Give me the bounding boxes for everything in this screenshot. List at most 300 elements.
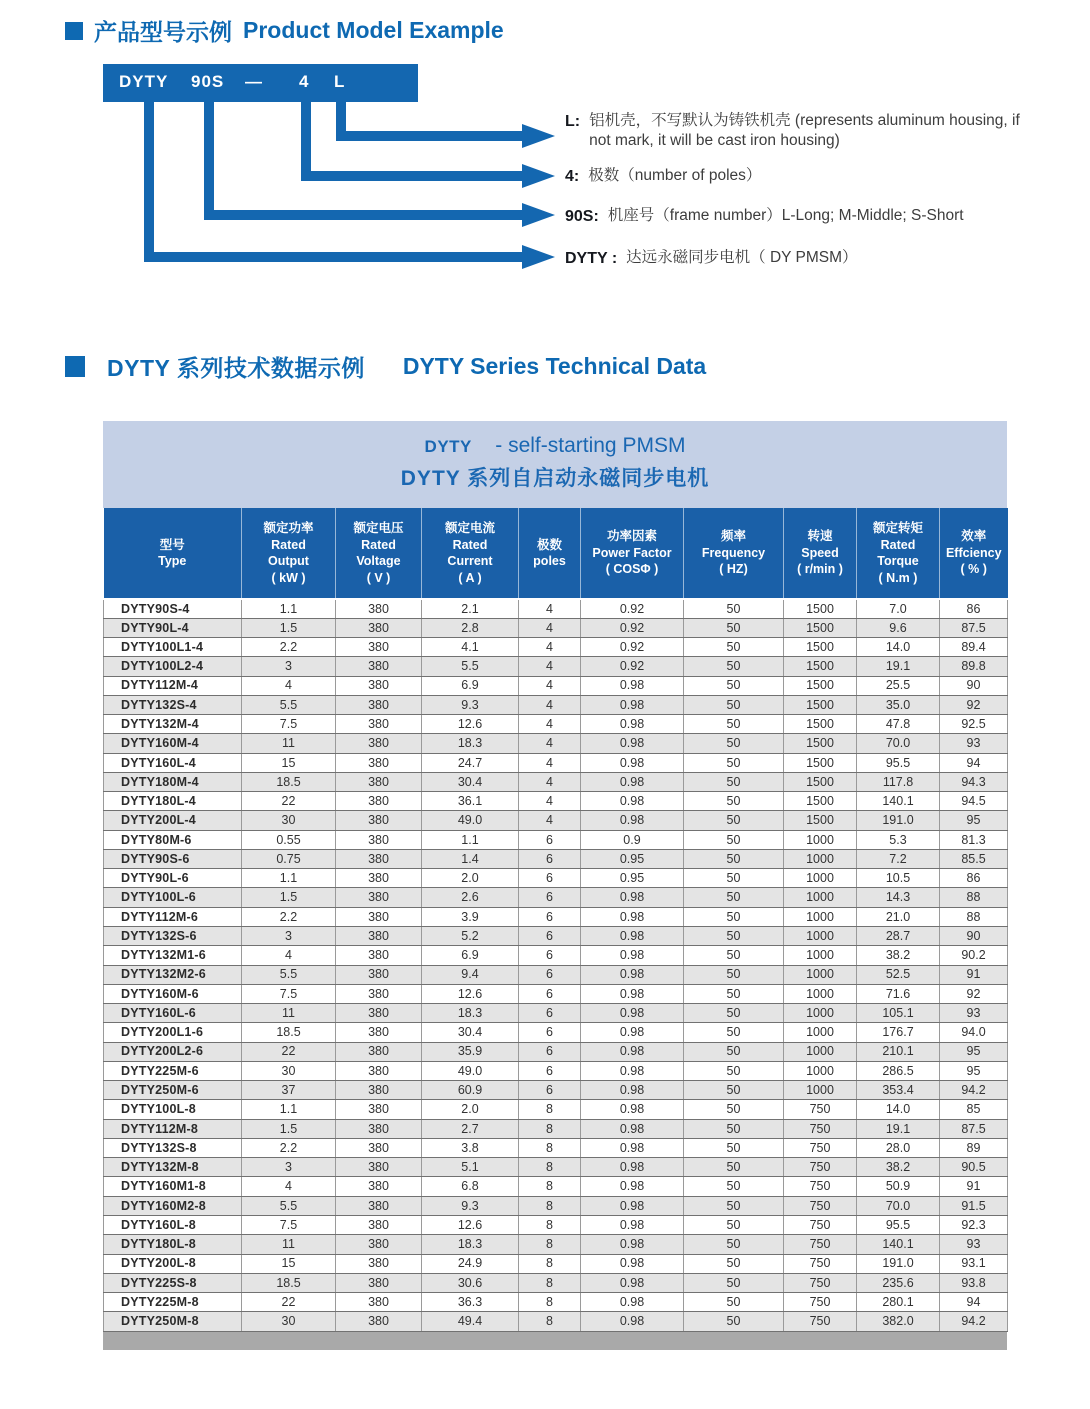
- cell-value: 0.98: [581, 695, 684, 714]
- table-row: [104, 1119, 1008, 1138]
- table-row: [104, 772, 1008, 791]
- cell-value: 11: [242, 1235, 336, 1254]
- model-part-dash: —: [245, 72, 263, 91]
- cell-value: 380: [336, 695, 422, 714]
- cell-value: 750: [784, 1273, 857, 1292]
- cell-value: 1.1: [242, 869, 336, 888]
- column-header-3: 额定电流 Rated Current ( A ): [422, 508, 519, 599]
- cell-value: 50: [684, 1119, 784, 1138]
- cell-value: 0.9: [581, 830, 684, 849]
- cell-value: 0.98: [581, 946, 684, 965]
- table-header: [104, 508, 1008, 599]
- cell-value: 4.1: [422, 638, 519, 657]
- cell-value: 18.5: [242, 1273, 336, 1292]
- annotation-key: 90S:: [565, 208, 599, 225]
- annotation-body: 铝机壳，不写默认为铸铁机壳 (represents aluminum housing, if not mark, it will be cast iron housing): [589, 112, 1020, 150]
- cell-model: DYTY200L-8: [104, 1254, 242, 1273]
- cell-value: 49.0: [422, 1061, 519, 1080]
- cell-value: 1000: [784, 1081, 857, 1100]
- cell-value: 1000: [784, 830, 857, 849]
- table-title-line2: DYTY 系列自启动永磁同步电机: [400, 467, 710, 490]
- cell-value: 37: [242, 1081, 336, 1100]
- cell-value: 5.1: [422, 1158, 519, 1177]
- connector-run-dyty: [144, 252, 523, 262]
- cell-value: 4: [519, 734, 581, 753]
- table-row: [104, 1081, 1008, 1100]
- annotation-series: [565, 248, 1035, 269]
- cell-value: 750: [784, 1293, 857, 1312]
- column-header-4: 极数 poles: [519, 508, 581, 599]
- cell-value: 92.3: [940, 1216, 1008, 1235]
- cell-value: 49.4: [422, 1312, 519, 1331]
- table-row: [104, 869, 1008, 888]
- cell-value: 4: [519, 695, 581, 714]
- cell-value: 60.9: [422, 1081, 519, 1100]
- cell-value: 4: [242, 1177, 336, 1196]
- cell-value: 50: [684, 1196, 784, 1215]
- column-header-1: 额定功率 Rated Output ( kW ): [242, 508, 336, 599]
- cell-value: 1000: [784, 1061, 857, 1080]
- cell-value: 380: [336, 984, 422, 1003]
- cell-value: 750: [784, 1100, 857, 1119]
- cell-value: 1000: [784, 946, 857, 965]
- cell-model: DYTY90S-6: [104, 849, 242, 868]
- table-row: [104, 1158, 1008, 1177]
- cell-value: 2.8: [422, 618, 519, 637]
- cell-value: 19.1: [857, 657, 940, 676]
- table-row: [104, 1004, 1008, 1023]
- cell-value: 1000: [784, 907, 857, 926]
- annotation-body: 极数（number of poles）: [588, 167, 762, 184]
- cell-model: DYTY160M-4: [104, 734, 242, 753]
- cell-value: 28.0: [857, 1138, 940, 1157]
- cell-value: 2.2: [242, 1138, 336, 1157]
- table-row: [104, 849, 1008, 868]
- cell-value: 3.8: [422, 1138, 519, 1157]
- cell-value: 6: [519, 1042, 581, 1061]
- cell-value: 1000: [784, 869, 857, 888]
- cell-value: 210.1: [857, 1042, 940, 1061]
- annotation-poles: [565, 166, 1035, 187]
- cell-model: DYTY225M-8: [104, 1293, 242, 1312]
- connector-run-90s: [204, 210, 523, 220]
- annotation-frame: [565, 206, 1035, 227]
- heading-bullet-square: [65, 22, 83, 40]
- cell-value: 91: [940, 1177, 1008, 1196]
- cell-value: 0.98: [581, 1081, 684, 1100]
- cell-value: 8: [519, 1312, 581, 1331]
- table-title-rest: - self-starting PMSM: [495, 434, 686, 457]
- cell-value: 8: [519, 1100, 581, 1119]
- cell-value: 0.98: [581, 1312, 684, 1331]
- arrow-right-icon: [522, 245, 555, 269]
- cell-value: 3.9: [422, 907, 519, 926]
- model-part-frame: 90S: [191, 72, 225, 91]
- cell-model: DYTY132S-8: [104, 1138, 242, 1157]
- cell-value: 6: [519, 1004, 581, 1023]
- table-row: [104, 830, 1008, 849]
- column-header-2: 额定电压 Rated Voltage ( V ): [336, 508, 422, 599]
- connector-stem-dyty: [144, 100, 154, 262]
- cell-value: 50: [684, 1004, 784, 1023]
- cell-value: 8: [519, 1119, 581, 1138]
- cell-model: DYTY112M-4: [104, 676, 242, 695]
- cell-value: 380: [336, 1158, 422, 1177]
- cell-value: 24.9: [422, 1254, 519, 1273]
- cell-value: 750: [784, 1312, 857, 1331]
- cell-value: 8: [519, 1177, 581, 1196]
- column-header-0: 型号 Type: [104, 508, 242, 599]
- cell-value: 87.5: [940, 1119, 1008, 1138]
- cell-value: 6: [519, 946, 581, 965]
- cell-value: 18.5: [242, 772, 336, 791]
- cell-model: DYTY90L-6: [104, 869, 242, 888]
- cell-value: 4: [519, 618, 581, 637]
- cell-value: 35.9: [422, 1042, 519, 1061]
- cell-model: DYTY80M-6: [104, 830, 242, 849]
- cell-value: 1000: [784, 849, 857, 868]
- cell-value: 50: [684, 599, 784, 618]
- cell-value: 91.5: [940, 1196, 1008, 1215]
- cell-value: 380: [336, 1100, 422, 1119]
- connector-run-4: [301, 171, 523, 181]
- table-row: [104, 1273, 1008, 1292]
- cell-value: 24.7: [422, 753, 519, 772]
- cell-value: 140.1: [857, 1235, 940, 1254]
- cell-value: 50: [684, 792, 784, 811]
- cell-value: 0.98: [581, 1273, 684, 1292]
- cell-value: 22: [242, 792, 336, 811]
- cell-value: 50: [684, 618, 784, 637]
- cell-value: 750: [784, 1196, 857, 1215]
- cell-value: 90.2: [940, 946, 1008, 965]
- cell-value: 50: [684, 888, 784, 907]
- model-code-box: [103, 64, 418, 102]
- cell-value: 6: [519, 1061, 581, 1080]
- section1-heading-zh: 产品型号示例: [94, 19, 232, 45]
- section2-heading-zh: DYTY 系列技术数据示例: [107, 355, 365, 381]
- table-row: [104, 1312, 1008, 1331]
- cell-value: 93.1: [940, 1254, 1008, 1273]
- cell-value: 93.8: [940, 1273, 1008, 1292]
- cell-value: 1500: [784, 772, 857, 791]
- cell-value: 2.0: [422, 869, 519, 888]
- cell-value: 47.8: [857, 715, 940, 734]
- table-title-band: [103, 421, 1007, 508]
- cell-value: 380: [336, 830, 422, 849]
- column-header-5: 功率因素 Power Factor ( COSΦ ): [581, 508, 684, 599]
- cell-model: DYTY160L-4: [104, 753, 242, 772]
- cell-model: DYTY200L-4: [104, 811, 242, 830]
- cell-value: 50: [684, 965, 784, 984]
- cell-value: 380: [336, 927, 422, 946]
- heading-bullet-square: [65, 356, 85, 377]
- cell-value: 1.1: [242, 599, 336, 618]
- cell-value: 380: [336, 618, 422, 637]
- cell-model: DYTY160L-8: [104, 1216, 242, 1235]
- cell-value: 1500: [784, 657, 857, 676]
- cell-value: 380: [336, 657, 422, 676]
- table-row: [104, 792, 1008, 811]
- cell-value: 1.5: [242, 618, 336, 637]
- cell-value: 1500: [784, 618, 857, 637]
- cell-value: 0.95: [581, 869, 684, 888]
- arrow-right-icon: [522, 164, 555, 188]
- cell-value: 117.8: [857, 772, 940, 791]
- cell-value: 286.5: [857, 1061, 940, 1080]
- cell-model: DYTY160M2-8: [104, 1196, 242, 1215]
- cell-value: 380: [336, 1023, 422, 1042]
- table-row: [104, 618, 1008, 637]
- cell-value: 95.5: [857, 1216, 940, 1235]
- cell-value: 5.5: [242, 695, 336, 714]
- cell-value: 380: [336, 1216, 422, 1235]
- cell-value: 1500: [784, 695, 857, 714]
- cell-value: 50.9: [857, 1177, 940, 1196]
- cell-value: 4: [519, 753, 581, 772]
- cell-value: 90: [940, 676, 1008, 695]
- cell-value: 380: [336, 1042, 422, 1061]
- cell-value: 6: [519, 1081, 581, 1100]
- cell-value: 0.98: [581, 753, 684, 772]
- cell-value: 1.5: [242, 888, 336, 907]
- table-row: [104, 1177, 1008, 1196]
- cell-value: 4: [519, 772, 581, 791]
- table-row: [104, 907, 1008, 926]
- cell-value: 50: [684, 1042, 784, 1061]
- cell-value: 5.3: [857, 830, 940, 849]
- table-row: [104, 1100, 1008, 1119]
- cell-value: 353.4: [857, 1081, 940, 1100]
- cell-value: 0.98: [581, 1042, 684, 1061]
- cell-value: 380: [336, 869, 422, 888]
- annotation-key: DYTY :: [565, 250, 618, 267]
- table-row: [104, 1235, 1008, 1254]
- cell-value: 6.8: [422, 1177, 519, 1196]
- cell-value: 50: [684, 907, 784, 926]
- cell-value: 50: [684, 734, 784, 753]
- cell-model: DYTY200L1-6: [104, 1023, 242, 1042]
- cell-value: 87.5: [940, 618, 1008, 637]
- cell-value: 11: [242, 734, 336, 753]
- cell-value: 0.98: [581, 1158, 684, 1177]
- column-header-9: 效率 Effciency ( % ): [940, 508, 1008, 599]
- table-row: [104, 811, 1008, 830]
- cell-value: 380: [336, 1177, 422, 1196]
- cell-value: 380: [336, 849, 422, 868]
- cell-value: 0.75: [242, 849, 336, 868]
- cell-value: 9.6: [857, 618, 940, 637]
- cell-value: 4: [519, 676, 581, 695]
- cell-value: 380: [336, 676, 422, 695]
- cell-value: 750: [784, 1119, 857, 1138]
- cell-value: 0.98: [581, 1177, 684, 1196]
- cell-value: 50: [684, 715, 784, 734]
- cell-value: 0.98: [581, 907, 684, 926]
- cell-value: 380: [336, 1138, 422, 1157]
- cell-value: 14.3: [857, 888, 940, 907]
- cell-value: 2.2: [242, 638, 336, 657]
- cell-value: 6: [519, 869, 581, 888]
- cell-value: 380: [336, 1081, 422, 1100]
- cell-value: 0.98: [581, 984, 684, 1003]
- cell-value: 5.5: [242, 1196, 336, 1215]
- cell-value: 12.6: [422, 984, 519, 1003]
- cell-value: 105.1: [857, 1004, 940, 1023]
- cell-value: 0.55: [242, 830, 336, 849]
- cell-value: 38.2: [857, 946, 940, 965]
- cell-value: 380: [336, 811, 422, 830]
- cell-value: 94.5: [940, 792, 1008, 811]
- cell-value: 1000: [784, 1004, 857, 1023]
- cell-value: 4: [519, 638, 581, 657]
- cell-model: DYTY225M-6: [104, 1061, 242, 1080]
- cell-value: 6: [519, 1023, 581, 1042]
- cell-value: 3: [242, 927, 336, 946]
- cell-model: DYTY112M-6: [104, 907, 242, 926]
- cell-value: 89.4: [940, 638, 1008, 657]
- cell-value: 4: [242, 676, 336, 695]
- cell-value: 380: [336, 907, 422, 926]
- cell-value: 0.98: [581, 1254, 684, 1273]
- cell-model: DYTY100L-6: [104, 888, 242, 907]
- cell-value: 0.92: [581, 657, 684, 676]
- cell-value: 25.5: [857, 676, 940, 695]
- table-row: [104, 1254, 1008, 1273]
- cell-value: 380: [336, 638, 422, 657]
- cell-value: 6.9: [422, 946, 519, 965]
- annotation-body: 机座号（frame number）L-Long; M-Middle; S-Short: [607, 207, 964, 224]
- cell-value: 50: [684, 1273, 784, 1292]
- cell-value: 81.3: [940, 830, 1008, 849]
- cell-value: 0.98: [581, 792, 684, 811]
- cell-value: 50: [684, 1158, 784, 1177]
- cell-value: 50: [684, 1235, 784, 1254]
- cell-value: 6: [519, 984, 581, 1003]
- table-title-line1: [103, 434, 1007, 458]
- cell-value: 50: [684, 869, 784, 888]
- cell-value: 50: [684, 1312, 784, 1331]
- cell-model: DYTY132M1-6: [104, 946, 242, 965]
- cell-value: 85.5: [940, 849, 1008, 868]
- cell-value: 92: [940, 695, 1008, 714]
- cell-value: 8: [519, 1273, 581, 1292]
- cell-value: 380: [336, 1004, 422, 1023]
- cell-value: 0.98: [581, 1138, 684, 1157]
- cell-value: 12.6: [422, 715, 519, 734]
- technical-data-table: [103, 421, 1007, 1350]
- cell-model: DYTY100L1-4: [104, 638, 242, 657]
- cell-value: 382.0: [857, 1312, 940, 1331]
- table-row: [104, 657, 1008, 676]
- cell-value: 0.98: [581, 772, 684, 791]
- cell-value: 86: [940, 869, 1008, 888]
- cell-value: 11: [242, 1004, 336, 1023]
- cell-value: 1000: [784, 1023, 857, 1042]
- cell-value: 0.92: [581, 599, 684, 618]
- cell-model: DYTY132M2-6: [104, 965, 242, 984]
- cell-value: 19.1: [857, 1119, 940, 1138]
- cell-value: 6: [519, 888, 581, 907]
- cell-value: 0.98: [581, 1023, 684, 1042]
- cell-value: 30.4: [422, 1023, 519, 1042]
- cell-value: 7.5: [242, 715, 336, 734]
- cell-model: DYTY200L2-6: [104, 1042, 242, 1061]
- cell-value: 30: [242, 1312, 336, 1331]
- cell-value: 38.2: [857, 1158, 940, 1177]
- cell-value: 8: [519, 1196, 581, 1215]
- cell-value: 7.5: [242, 984, 336, 1003]
- cell-value: 15: [242, 753, 336, 772]
- cell-value: 50: [684, 1177, 784, 1196]
- cell-value: 50: [684, 638, 784, 657]
- cell-value: 30: [242, 811, 336, 830]
- cell-value: 86: [940, 599, 1008, 618]
- cell-value: 380: [336, 1119, 422, 1138]
- table-row: [104, 1138, 1008, 1157]
- cell-value: 30.6: [422, 1273, 519, 1292]
- cell-value: 191.0: [857, 811, 940, 830]
- cell-value: 94.0: [940, 1023, 1008, 1042]
- cell-value: 52.5: [857, 965, 940, 984]
- table-row: [104, 695, 1008, 714]
- cell-value: 0.92: [581, 618, 684, 637]
- cell-value: 94.2: [940, 1312, 1008, 1331]
- cell-value: 14.0: [857, 1100, 940, 1119]
- cell-value: 6: [519, 965, 581, 984]
- cell-value: 2.0: [422, 1100, 519, 1119]
- column-header-6: 频率 Frequency ( HZ): [684, 508, 784, 599]
- cell-value: 1.1: [422, 830, 519, 849]
- cell-value: 36.3: [422, 1293, 519, 1312]
- cell-value: 50: [684, 753, 784, 772]
- cell-value: 70.0: [857, 1196, 940, 1215]
- table-row: [104, 638, 1008, 657]
- cell-value: 0.98: [581, 1196, 684, 1215]
- cell-value: 380: [336, 792, 422, 811]
- cell-value: 1500: [784, 638, 857, 657]
- cell-value: 95: [940, 811, 1008, 830]
- cell-value: 94.2: [940, 1081, 1008, 1100]
- cell-value: 8: [519, 1293, 581, 1312]
- cell-value: 95: [940, 1061, 1008, 1080]
- cell-value: 1000: [784, 965, 857, 984]
- cell-value: 1500: [784, 599, 857, 618]
- cell-value: 92: [940, 984, 1008, 1003]
- cell-model: DYTY180L-4: [104, 792, 242, 811]
- cell-model: DYTY132M-4: [104, 715, 242, 734]
- cell-value: 50: [684, 1100, 784, 1119]
- cell-value: 750: [784, 1138, 857, 1157]
- cell-value: 380: [336, 772, 422, 791]
- cell-model: DYTY112M-8: [104, 1119, 242, 1138]
- cell-value: 95.5: [857, 753, 940, 772]
- table-row: [104, 946, 1008, 965]
- cell-value: 50: [684, 946, 784, 965]
- cell-value: 4: [519, 599, 581, 618]
- cell-value: 50: [684, 1081, 784, 1100]
- cell-value: 5.5: [242, 965, 336, 984]
- table-row: [104, 1196, 1008, 1215]
- cell-value: 36.1: [422, 792, 519, 811]
- annotation-body: 达远永磁同步电机（ DY PMSM）: [626, 249, 858, 266]
- cell-value: 2.2: [242, 907, 336, 926]
- cell-model: DYTY132S-4: [104, 695, 242, 714]
- cell-model: DYTY250M-6: [104, 1081, 242, 1100]
- cell-value: 750: [784, 1216, 857, 1235]
- section2-heading: [65, 350, 706, 383]
- section1-heading-en: Product Model Example: [243, 17, 504, 43]
